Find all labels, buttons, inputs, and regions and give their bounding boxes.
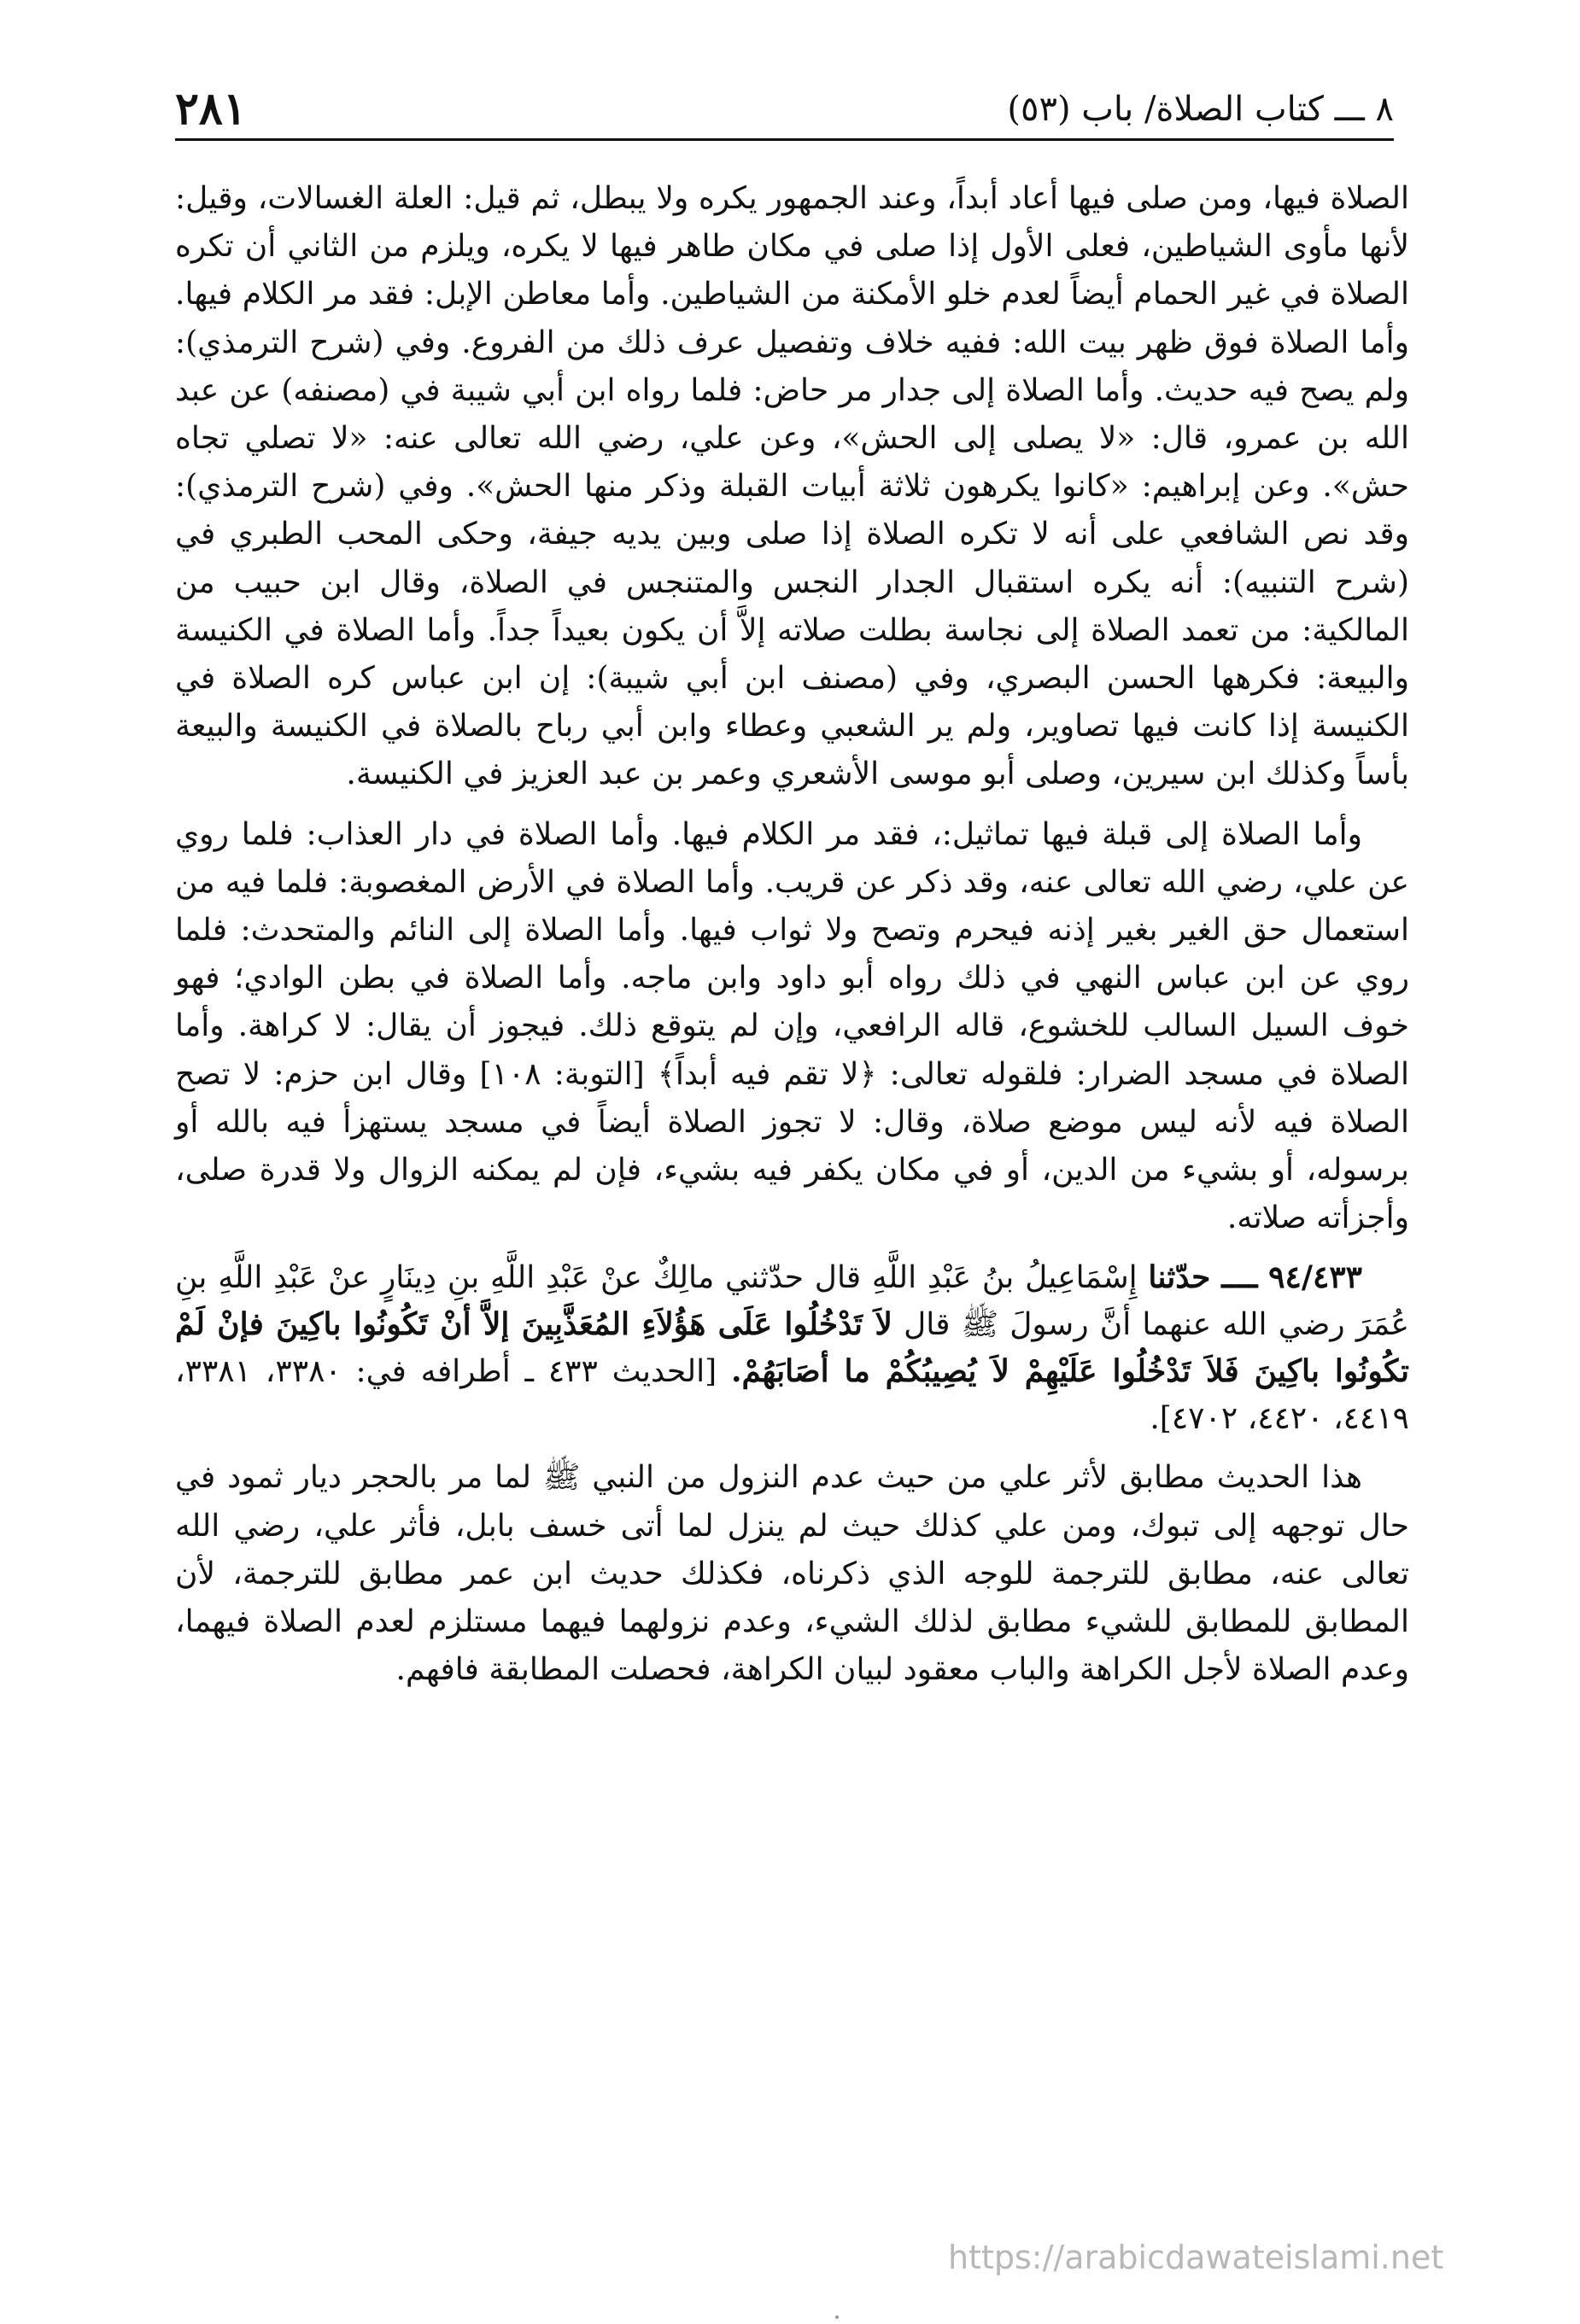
- body-paragraph-1: الصلاة فيها، ومن صلى فيها أعاد أبداً، وعند الجمهور يكره ولا يبطل، ثم قيل: العلة الغسالات، وقيل: لأنها مأوى الشياطين، فعلى الأول إذا صلى في مكان طاهر فيها لا يكره، ويلزم من الثاني أن تكره الصلاة في غير الحمام أيضاً لعدم خلو الأمكنة من الشياطين. وأما معاطن الإبل: فقد مر الكلام فيها. وأما الصلاة فوق ظهر بيت الله: ففيه خلاف وتفصيل عرف ذلك من الفروع. وفي (شرح الترمذي): ولم يصح فيه حديث. وأما الصلاة إلى جدار مر حاض: فلما رواه ابن أبي شيبة في (مصنفه) عن عبد الله بن عمرو، قال: «لا يصلى إلى الحش»، وعن علي، رضي الله تعالى عنه: «لا تصلي تجاه حش». وعن إبراهيم: «كانوا يكرهون ثلاثة أبيات القبلة وذكر منها الحش». وفي (شرح الترمذي): وقد نص الشافعي على أنه لا تكره الصلاة إذا صلى وبين يديه جيفة، وحكى المحب الطبري في (شرح التنبيه): أنه يكره استقبال الجدار النجس والمتنجس في الصلاة، وقال ابن حبيب من المالكية: من تعمد الصلاة إلى نجاسة بطلت صلاته إلاَّ أن يكون بعيداً جداً. وأما الصلاة في الكنيسة والبيعة: فكرهها الحسن البصري، وفي (مصنف ابن أبي شيبة): إن ابن عباس كره الصلاة في الكنيسة إذا كانت فيها تصاوير، ولم ير الشعبي وعطاء وابن أبي رباح بالصلاة في الكنيسة والبيعة بأساً وكذلك ابن سيرين، وصلى أبو موسى الأشعري وعمر بن عبد العزيز في الكنيسة.: [175, 181, 1409, 792]
- hadith-chain: إِسْمَاعِيلُ بنُ عَبْدِ اللَّهِ قال حدّثني مالِكٌ عنْ عَبْدِ اللَّهِ بنِ دِينَارٍ عنْ عَبْدِ اللَّهِ بنِ عُمَرَ رضي الله عنهما أنَّ رسولَ ﷺ قال: [175, 1260, 1409, 1343]
- commentary-paragraph: هذا الحديث مطابق لأثر علي من حيث عدم النزول من النبي ﷺ لما مر بالحجر ديار ثمود في حال توجهه إلى تبوك، ومن علي كذلك حيث لم ينزل لما أتى خسف بابل، فأثر علي، رضي الله تعالى عنه، مطابق للترجمة للوجه الذي ذكرناه، فكذلك حديث ابن عمر مطابق للترجمة، لأن المطابق للمطابق للشيء مطابق لذلك الشيء، وعدم نزولهما فيهما مستلزم لعدم الصلاة فيهما، وعدم الصلاة لأجل الكراهة والباب معقود لبيان الكراهة، فحصلت المطابقة فافهم.: [175, 1460, 1409, 1688]
- running-head: ٨ ـــ كتاب الصلاة/ باب (٥٣): [1007, 90, 1394, 129]
- hadith-reference: [الحديث ٤٣٣ ـ أطرافه في: ٣٣٨٠، ٣٣٨١، ٤٤١٩، ٤٤٢٠، ٤٧٠٢].: [175, 1354, 1409, 1437]
- hadith-number: ٩٤/٤٣٣: [1268, 1259, 1362, 1296]
- body-paragraph-2: وأما الصلاة إلى قبلة فيها تماثيل:، فقد مر الكلام فيها. وأما الصلاة في دار العذاب: فلما روي عن علي، رضي الله تعالى عنه، وقد ذكر عن قريب. وأما الصلاة في الأرض المغصوبة: فلما فيه من استعمال حق الغير بغير إذنه فيحرم وتصح ولا ثواب فيها. وأما الصلاة إلى النائم والمتحدث: فلما روي عن ابن عباس النهي في ذلك رواه أبو داود وابن ماجه. وأما الصلاة في بطن الوادي؛ فهو خوف السيل السالب للخشوع، قاله الرافعي، وإن لم يتوقع ذلك. فيجوز أن يقال: لا كراهة. وأما الصلاة في مسجد الضرار: فلقوله تعالى: ﴿لا تقم فيه أبداً﴾ [التوبة: ١٠٨] وقال ابن حزم: لا تصح الصلاة فيه لأنه ليس موضع صلاة، وقال: لا تجوز الصلاة أيضاً في مسجد يستهزأ فيه بالله أو برسوله، أو بشيء من الدين، أو في مكان يكفر فيه بشيء، فإن لم يمكنه الزوال ولا قدرة صلى، وأجزأته صلاته.: [175, 816, 1410, 1236]
- scan-speck: [835, 2315, 839, 2319]
- page-number: ٢٨١: [175, 83, 247, 135]
- page-body: [175, 175, 1409, 1694]
- hadith-matn: لاَ تَدْخُلُوا عَلَى هَؤُلاَءِ المُعَذَّبِينَ إلاَّ أنْ تَكُونُوا باكِينَ فإنْ لَمْ تكُونُوا باكِينَ فَلاَ تَدْخُلُوا عَلَيْهِمْ لاَ يُصِيبُكُمْ ما أصَابَهُمْ.: [175, 1306, 1410, 1390]
- hadith-dash: ــــ: [1221, 1259, 1258, 1296]
- hadith-chain-lead: حدّثنا: [1148, 1259, 1211, 1296]
- header-divider: [175, 138, 1394, 141]
- hadith-block: [175, 1254, 1409, 1442]
- site-watermark: https://arabicdawateislami.net: [948, 2239, 1444, 2276]
- page-header: [175, 75, 1394, 135]
